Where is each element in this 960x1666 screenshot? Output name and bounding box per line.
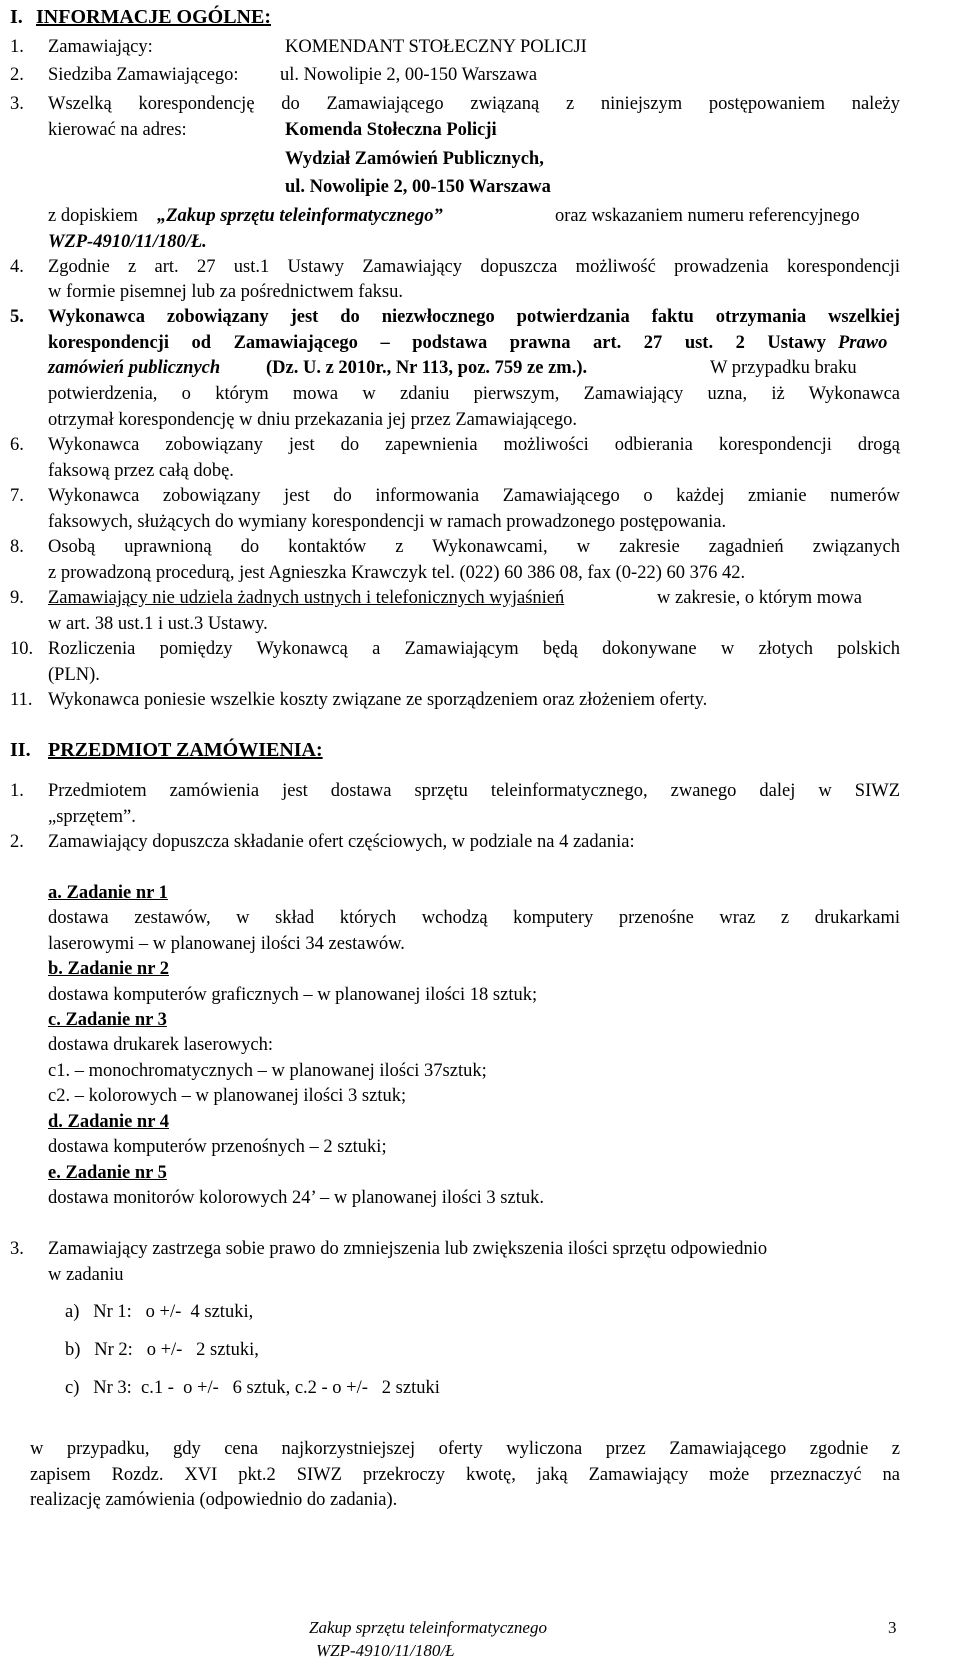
paragraph-line: w formie pisemnej lub za pośrednictwem faksu. [48, 282, 403, 302]
paragraph-line: realizację zamówienia (odpowiednio do zadania). [30, 1490, 398, 1510]
note-subject: „Zakup sprzętu teleinformatycznego” [157, 206, 443, 226]
item-number: 4. [10, 257, 24, 277]
item-number: 7. [10, 486, 24, 506]
ordering-party-label: Zamawiający: [48, 37, 153, 57]
paragraph-line: Osobą uprawnioną do kontaktów z Wykonawcami, w zakresie zagadnień związanych [48, 537, 900, 557]
item-number: 9. [10, 588, 24, 608]
section-1-number: I. [10, 6, 23, 28]
address-line: Komenda Stołeczna Policji [285, 120, 497, 140]
reference-number: WZP-4910/11/180/Ł. [48, 232, 207, 252]
paragraph-line: Zamawiający dopuszcza składanie ofert częściowych, w podziale na 4 zadania: [48, 832, 635, 852]
paragraph-line: korespondencji od Zamawiającego – podstawa prawna art. 27 ust. 2 Ustawy [48, 333, 826, 353]
item-number: 2. [10, 65, 24, 85]
paragraph-line: potwierdzenia, o którym mowa w zdaniu pierwszym, Zamawiający uzna, iż Wykonawca [48, 384, 900, 404]
section-1-title: INFORMACJE OGÓLNE: [36, 6, 271, 28]
note-text: z dopiskiem [48, 206, 138, 226]
underlined-statement: Zamawiający nie udziela żadnych ustnych i telefonicznych wyjaśnień [48, 588, 565, 608]
address-label: kierować na adres: [48, 120, 187, 140]
item-number: 1. [10, 781, 24, 801]
paragraph-line: Zamawiający zastrzega sobie prawo do zmniejszenia lub zwiększenia ilości sprzętu odpowiednio [48, 1239, 768, 1259]
task-heading: d. Zadanie nr 4 [48, 1112, 169, 1132]
address-line: Wydział Zamówień Publicznych, [285, 149, 544, 169]
quantity-option: c) Nr 3: c.1 - o +/- 6 sztuk, c.2 - o +/- 2 sztuki [65, 1378, 440, 1398]
task-heading: a. Zadanie nr 1 [48, 883, 168, 903]
item-number: 11. [10, 690, 33, 710]
task-description: dostawa monitorów kolorowych 24’ – w planowanej ilości 3 sztuk. [48, 1188, 544, 1208]
paragraph-line: Rozliczenia pomiędzy Wykonawcą a Zamawiającym będą dokonywane w złotych polskich [48, 639, 900, 659]
task-description: dostawa komputerów graficznych – w planowanej ilości 18 sztuk; [48, 985, 538, 1005]
task-heading: c. Zadanie nr 3 [48, 1010, 167, 1030]
task-description: dostawa drukarek laserowych: [48, 1035, 273, 1055]
task-heading: b. Zadanie nr 2 [48, 959, 169, 979]
paragraph-line: Wykonawca zobowiązany jest do informowania Zamawiającego o każdej zmianie numerów [48, 486, 900, 506]
paragraph-line: z prowadzoną procedurą, jest Agnieszka Krawczyk tel. (022) 60 386 08, fax (0-22) 60 376 42. [48, 563, 746, 583]
task-description: c1. – monochromatycznych – w planowanej ilości 37sztuk; [48, 1061, 487, 1081]
item-number: 2. [10, 832, 24, 852]
footer-reference: WZP-4910/11/180/Ł [316, 1641, 455, 1660]
seat-value: ul. Nowolipie 2, 00-150 Warszawa [280, 65, 538, 85]
task-description: c2. – kolorowych – w planowanej ilości 3 sztuk; [48, 1086, 407, 1106]
item-number: 8. [10, 537, 24, 557]
act-title: zamówień publicznych [48, 358, 221, 378]
task-heading: e. Zadanie nr 5 [48, 1163, 167, 1183]
paragraph-line: Wykonawca poniesie wszelkie koszty związane ze sporządzeniem oraz złożeniem oferty. [48, 690, 708, 710]
item-number: 10. [10, 639, 34, 659]
act-citation: (Dz. U. z 2010r., Nr 113, poz. 759 ze zm.). [266, 358, 588, 378]
task-description: dostawa zestawów, w skład których wchodzą komputery przenośne wraz z drukarkami [48, 908, 900, 928]
paragraph-line: w przypadku, gdy cena najkorzystniejszej oferty wyliczona przez Zamawiającego zgodnie z [30, 1439, 900, 1459]
act-title: Prawo [838, 333, 888, 353]
footer-title: Zakup sprzętu teleinformatycznego [309, 1618, 547, 1637]
page-number: 3 [888, 1618, 897, 1637]
item-number: 1. [10, 37, 24, 57]
section-2-title: PRZEDMIOT ZAMÓWIENIA: [48, 739, 323, 761]
section-2-number: II. [10, 739, 31, 761]
note-text: oraz wskazaniem numeru referencyjnego [555, 206, 860, 226]
paragraph-line: w art. 38 ust.1 i ust.3 Ustawy. [48, 614, 268, 634]
paragraph-line: faksową przez całą dobę. [48, 461, 234, 481]
correspondence-text: Wszelką korespondencję do Zamawiającego związaną z niniejszym postępowaniem należy [48, 94, 900, 114]
paragraph-line: Wykonawca zobowiązany jest do zapewnienia możliwości odbierania korespondencji drogą [48, 435, 900, 455]
paragraph-line: otrzymał korespondencję w dniu przekazania jej przez Zamawiającego. [48, 410, 578, 430]
paragraph-line: (PLN). [48, 665, 100, 685]
paragraph-line: faksowych, służących do wymiany korespondencji w ramach prowadzonego postępowania. [48, 512, 727, 532]
task-description: dostawa komputerów przenośnych – 2 sztuki; [48, 1137, 387, 1157]
item-number: 6. [10, 435, 24, 455]
paragraph-line: Wykonawca zobowiązany jest do niezwłocznego potwierdzania faktu otrzymania wszelkiej [48, 307, 900, 327]
seat-label: Siedziba Zamawiającego: [48, 65, 239, 85]
quantity-option: b) Nr 2: o +/- 2 sztuki, [65, 1340, 259, 1360]
address-line: ul. Nowolipie 2, 00-150 Warszawa [285, 177, 551, 197]
paragraph-line: Zgodnie z art. 27 ust.1 Ustawy Zamawiający dopuszcza możliwość prowadzenia korespondencji [48, 257, 900, 277]
paragraph-line: „sprzętem”. [48, 807, 136, 827]
quantity-option: a) Nr 1: o +/- 4 sztuki, [65, 1302, 254, 1322]
paragraph-line: w zakresie, o którym mowa [657, 588, 862, 608]
ordering-party-value: KOMENDANT STOŁECZNY POLICJI [285, 37, 587, 57]
paragraph-line: W przypadku braku [710, 358, 857, 378]
item-number: 5. [10, 307, 24, 327]
paragraph-line: zapisem Rozdz. XVI pkt.2 SIWZ przekroczy kwotę, jaką Zamawiający może przeznaczyć na [30, 1465, 900, 1485]
item-number: 3. [10, 1239, 24, 1259]
task-description: laserowymi – w planowanej ilości 34 zestawów. [48, 934, 405, 954]
item-number: 3. [10, 94, 24, 114]
paragraph-line: w zadaniu [48, 1265, 124, 1285]
paragraph-line: Przedmiotem zamówienia jest dostawa sprzętu teleinformatycznego, zwanego dalej w SIWZ [48, 781, 900, 801]
